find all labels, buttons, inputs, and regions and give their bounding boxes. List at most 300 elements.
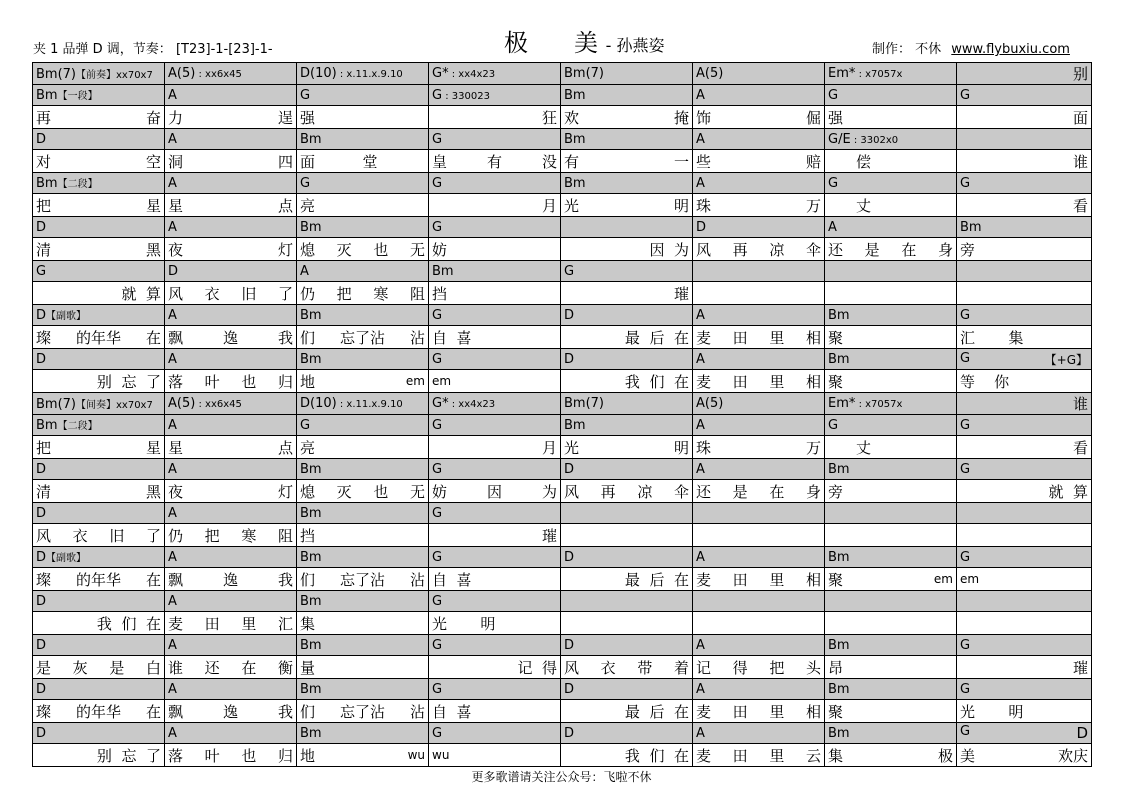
chord-row: [33, 459, 1092, 480]
lyric-row: [33, 480, 1092, 503]
lyric-cell: [693, 326, 825, 349]
chord-name: A(5): [168, 66, 196, 81]
lyric-cell: [33, 656, 165, 679]
chord-cell: [561, 635, 693, 656]
chord-cell: [957, 85, 1092, 106]
lyric-text: 面: [1072, 108, 1088, 127]
chord-name: D: [36, 725, 47, 741]
chord-name: D: [168, 263, 179, 279]
chord-cell: [297, 63, 429, 85]
lyric-text: 我: [277, 328, 293, 347]
lyric-text: 灯: [277, 240, 293, 259]
lyric-cell: [429, 568, 561, 591]
chord-cell: [693, 547, 825, 568]
chord-name: Bm: [432, 263, 454, 279]
chord-cell: [957, 635, 1092, 656]
lyric-cell: [33, 194, 165, 217]
lyric-cell: [561, 524, 693, 547]
lyric-cell: [693, 700, 825, 723]
lyric-text: 田: [732, 746, 748, 765]
chord-cell: [429, 63, 561, 85]
lyric-text: 赔: [805, 152, 821, 171]
lyric-text: 麦: [696, 570, 712, 589]
chord-cell: [825, 85, 957, 106]
chord-name: D: [36, 351, 47, 367]
lyric-text: wu: [432, 748, 450, 762]
chord-cell: [693, 635, 825, 656]
chord-cell: [825, 261, 957, 282]
lyric-text: 寒: [241, 526, 257, 545]
chord-name: Bm: [300, 549, 322, 565]
lyric-text: 沾: [409, 702, 425, 721]
lyric-text: 相: [805, 328, 821, 347]
lyric-text: 聚: [828, 372, 844, 391]
lyric-text: 是: [732, 482, 748, 501]
chord-name: Em*: [828, 66, 856, 81]
lyric-text: 灰: [72, 658, 88, 677]
lyric-text: 黑: [145, 240, 161, 259]
lyric-cell: [297, 436, 429, 459]
chord-cell: [165, 217, 297, 238]
chord-name: D: [36, 593, 47, 609]
chord-cell: [165, 129, 297, 150]
lyric-text: 妨: [432, 482, 448, 501]
chord-cell-text: 别: [1072, 65, 1088, 83]
chord-name: A: [168, 637, 177, 653]
lyric-row: [33, 106, 1092, 129]
lyric-text: 灯: [277, 482, 293, 501]
chord-cell: [33, 459, 165, 480]
lyric-cell: [33, 568, 165, 591]
lyric-text: 归: [277, 746, 293, 765]
chord-cell: [825, 129, 957, 150]
lyric-text: 也: [241, 372, 257, 391]
chord-cell: [825, 173, 957, 194]
lyric-text: 夜: [168, 482, 184, 501]
lyric-text: 伞: [673, 482, 689, 501]
chord-cell: [561, 305, 693, 326]
lyric-text: 叶: [204, 372, 220, 391]
chord-name: Bm: [564, 175, 586, 191]
chord-name: Bm: [828, 307, 850, 323]
lyric-cell: [957, 612, 1092, 635]
lyric-cell: [561, 326, 693, 349]
chord-name: D: [564, 307, 575, 323]
chord-name: G: [432, 351, 443, 367]
chord-cell: [561, 261, 693, 282]
maker-url-link[interactable]: www.flybuxiu.com: [951, 42, 1070, 57]
lyric-text: 丈: [856, 196, 872, 215]
lyric-cell: [429, 612, 561, 635]
lyric-text: 身: [805, 482, 821, 501]
chord-name: A: [168, 417, 177, 433]
lyric-cell: [825, 326, 957, 349]
lyric-text: 谁: [168, 658, 184, 677]
lyric-cell: [561, 744, 693, 767]
chord-cell: [693, 459, 825, 480]
chord-name: A: [168, 175, 177, 191]
lyric-cell: [429, 370, 561, 393]
chord-cell: [33, 85, 165, 106]
lyric-text: 有: [486, 152, 502, 171]
chord-cell: [165, 173, 297, 194]
lyric-text: 叶: [204, 746, 220, 765]
lyric-text: 也: [241, 746, 257, 765]
chord-row: [33, 393, 1092, 415]
chord-cell: [561, 591, 693, 612]
lyric-text: 还: [828, 240, 844, 259]
chord-row: [33, 217, 1092, 238]
lyric-text: 星: [145, 438, 161, 457]
chord-row: [33, 261, 1092, 282]
chord-name: Bm: [36, 418, 58, 433]
chord-cell: [297, 393, 429, 415]
lyric-text: 挡: [300, 526, 316, 545]
lyric-cell: [429, 282, 561, 305]
chord-cell: [561, 173, 693, 194]
chord-name: A: [696, 351, 705, 367]
chord-name: D: [36, 131, 47, 147]
lyric-cell: [957, 370, 1092, 393]
lyric-cell: [693, 568, 825, 591]
chord-name: Bm: [828, 637, 850, 653]
lyric-cell: [165, 150, 297, 173]
lyric-cell: [429, 150, 561, 173]
lyric-cell: [165, 436, 297, 459]
chord-name: Bm: [300, 307, 322, 323]
lyric-cell: [33, 282, 165, 305]
lyric-cell: [429, 700, 561, 723]
chord-cell: [825, 723, 957, 744]
chord-name: Bm: [300, 593, 322, 609]
lyric-cell: [693, 150, 825, 173]
chord-row: [33, 679, 1092, 700]
lyric-text: 我 们 在: [96, 614, 161, 633]
chord-cell: [33, 217, 165, 238]
section-label: 【前奏】: [76, 69, 116, 81]
lyric-cell: [561, 480, 693, 503]
chord-name: D: [564, 351, 575, 367]
chord-name: A: [168, 461, 177, 477]
lyric-cell: [957, 524, 1092, 547]
chord-voicing: : x.11.x.9.10: [336, 399, 403, 410]
lyric-text: 星: [168, 196, 184, 215]
lyric-cell: [693, 238, 825, 261]
chord-cell: [957, 503, 1092, 524]
chord-cell: [693, 591, 825, 612]
chord-row: [33, 503, 1092, 524]
chord-cell: [693, 261, 825, 282]
lyric-cell: [957, 106, 1092, 129]
chord-cell: [825, 63, 957, 85]
chord-name: Bm: [36, 176, 58, 191]
lyric-cell: [957, 150, 1092, 173]
lyric-text: 再: [732, 240, 748, 259]
chord-name: A: [696, 307, 705, 323]
lyric-cell: [693, 194, 825, 217]
lyric-text: 面: [300, 152, 316, 171]
lyric-text: 集: [300, 614, 316, 633]
lyric-cell: [33, 370, 165, 393]
chord-name: D: [564, 681, 575, 697]
chord-cell: [693, 173, 825, 194]
lyric-text: 田: [732, 328, 748, 347]
lyric-text: 旧: [109, 526, 125, 545]
lyric-text: 就 算: [1048, 482, 1088, 501]
lyric-cell: [825, 524, 957, 547]
chord-cell: [825, 503, 957, 524]
lyric-text: 狂: [541, 108, 557, 127]
chord-cell: [825, 217, 957, 238]
lyric-text: 最 后 在: [624, 570, 689, 589]
lyric-cell: [957, 326, 1092, 349]
lyric-text: 看: [1072, 438, 1088, 457]
lyric-text: em: [933, 572, 953, 586]
lyric-text: 还: [204, 658, 220, 677]
chord-name: Bm: [828, 351, 850, 367]
section-label: 【二段】: [57, 179, 98, 190]
lyric-cell: [33, 150, 165, 173]
lyric-text: 忘了沾: [339, 702, 385, 721]
chord-cell: [429, 217, 561, 238]
lyric-cell: [165, 568, 297, 591]
section-label: 【一段】: [57, 91, 98, 102]
chord-name: D: [36, 461, 47, 477]
section-label: 【二段】: [57, 421, 98, 432]
lyric-text: 皇: [432, 152, 448, 171]
chord-cell: [957, 217, 1092, 238]
chord-name: D: [564, 461, 575, 477]
chord-cell: [429, 261, 561, 282]
lyric-cell: [429, 656, 561, 679]
lyric-text: 对: [36, 152, 52, 171]
chord-name: Bm: [300, 461, 322, 477]
lyric-text: 月: [541, 438, 557, 457]
chord-cell: [297, 415, 429, 436]
lyric-text: 自 喜: [432, 328, 472, 347]
chord-cell: [165, 635, 297, 656]
chord-name: G: [432, 87, 443, 103]
lyric-text: 点: [277, 196, 293, 215]
chord-cell: [297, 635, 429, 656]
chord-cell: [825, 415, 957, 436]
chord-voicing: : xx4x23: [448, 399, 496, 410]
chord-name: G: [432, 505, 443, 521]
lyric-cell: [165, 370, 297, 393]
chord-name: Bm: [300, 505, 322, 521]
lyric-text: 聚: [828, 570, 844, 589]
lyric-text: 飘: [168, 570, 184, 589]
lyric-cell: [561, 700, 693, 723]
chord-cell: [693, 305, 825, 326]
lyric-cell: [429, 436, 561, 459]
chord-cell: [957, 415, 1092, 436]
lyric-cell: [693, 282, 825, 305]
chord-row: [33, 129, 1092, 150]
chord-row: [33, 547, 1092, 568]
lyric-cell: [561, 612, 693, 635]
lyric-cell: [957, 194, 1092, 217]
lyric-text: 落: [168, 372, 184, 391]
lyric-text: 有: [564, 152, 580, 171]
lyric-text: 最 后 在: [624, 702, 689, 721]
lyric-text: 璀: [673, 284, 689, 303]
chord-cell: [33, 393, 165, 415]
chord-name: G: [432, 681, 443, 697]
lyric-text: 因 为: [649, 240, 689, 259]
chord-extra: D: [1076, 724, 1088, 742]
chord-name: D: [36, 637, 47, 653]
lyric-text: 珠: [696, 196, 712, 215]
lyric-text: 还: [696, 482, 712, 501]
chord-name: G: [432, 593, 443, 609]
lyric-cell: [561, 282, 693, 305]
lyric-text: 明: [673, 438, 689, 457]
lyric-text: 珠: [696, 438, 712, 457]
lyric-text: 我 们 在: [624, 746, 689, 765]
lyric-text: 因: [486, 482, 502, 501]
lyric-text: 无: [409, 482, 425, 501]
chord-name: G: [432, 175, 443, 191]
lyric-row: [33, 194, 1092, 217]
chord-cell: [957, 393, 1092, 415]
chord-name: G: [300, 175, 311, 191]
lyric-cell: [165, 612, 297, 635]
chord-cell: [561, 393, 693, 415]
chord-cell: [33, 415, 165, 436]
lyric-row: [33, 524, 1092, 547]
lyric-text: 相: [805, 702, 821, 721]
chord-name: A: [168, 549, 177, 565]
chord-name: Bm: [300, 725, 322, 741]
chord-cell: [693, 349, 825, 370]
chord-cell: [429, 85, 561, 106]
lyric-cell: [165, 480, 297, 503]
section-label: 【副歌】: [46, 553, 87, 564]
chord-name: G: [432, 131, 443, 147]
lyric-cell: [297, 150, 429, 173]
lyric-text: 就 算: [121, 284, 161, 303]
chord-cell: [297, 85, 429, 106]
lyric-text: 黑: [145, 482, 161, 501]
chord-cell: [957, 129, 1092, 150]
chord-name: Em*: [828, 396, 856, 411]
chord-cell: [297, 723, 429, 744]
lyric-text: 云: [805, 746, 821, 765]
chord-extra: 【+G】: [1044, 352, 1088, 367]
lyric-text: 星: [145, 196, 161, 215]
chord-cell: [33, 723, 165, 744]
lyric-text: 聚: [828, 702, 844, 721]
lyric-text: 沾: [409, 570, 425, 589]
lyric-cell: [957, 436, 1092, 459]
lyric-text: 头: [805, 658, 821, 677]
chord-cell: [561, 723, 693, 744]
lyric-text: 地: [300, 746, 316, 765]
lyric-text: 光: [564, 196, 580, 215]
chord-row: [33, 635, 1092, 656]
lyric-text: 仍: [168, 526, 184, 545]
chord-cell: [693, 85, 825, 106]
chord-cell: [297, 217, 429, 238]
lyric-text: 里: [769, 746, 785, 765]
lyric-cell: [825, 150, 957, 173]
chord-row: [33, 63, 1092, 85]
lyric-text: 里: [769, 328, 785, 347]
lyric-text: em: [960, 572, 980, 586]
chord-cell: [165, 679, 297, 700]
lyric-text: 谁: [1072, 152, 1088, 171]
lyric-cell: [165, 282, 297, 305]
chord-cell: [825, 591, 957, 612]
lyric-cell: [825, 194, 957, 217]
lyric-text: 光 明: [432, 614, 496, 633]
chord-name: G: [828, 87, 839, 103]
lyric-text: 最 后 在: [624, 328, 689, 347]
lyric-text: 也: [373, 240, 389, 259]
lyric-text: 集: [828, 746, 844, 765]
lyric-text: 是: [864, 240, 880, 259]
chord-name: G: [432, 461, 443, 477]
chord-cell: [33, 305, 165, 326]
lyric-text: 得: [732, 658, 748, 677]
lyric-text: 洞: [168, 152, 184, 171]
chord-name: Bm(7): [564, 66, 604, 81]
lyric-text: 里: [769, 372, 785, 391]
chord-name: A(5): [696, 66, 724, 81]
chord-cell: [297, 349, 429, 370]
lyric-text: 在: [145, 328, 161, 347]
lyric-text: 旁: [828, 482, 844, 501]
lyric-cell: [429, 194, 561, 217]
chord-voicing: xx70x7: [116, 399, 153, 411]
lyric-cell: [297, 326, 429, 349]
chord-name: Bm: [828, 461, 850, 477]
lyric-text: 清: [36, 482, 52, 501]
lyric-row: [33, 656, 1092, 679]
lyric-text: 凉: [637, 482, 653, 501]
lyric-text: 的年华: [75, 570, 121, 589]
lyric-text: 飘: [168, 328, 184, 347]
chord-cell: [561, 85, 693, 106]
lyric-text: 堂: [362, 152, 378, 171]
chord-cell: [33, 547, 165, 568]
chord-cell: [825, 393, 957, 415]
lyric-text: 明: [673, 196, 689, 215]
chord-name: G: [960, 307, 971, 323]
lyric-cell: [825, 370, 957, 393]
title-char-2: 美: [574, 29, 598, 57]
lyric-text: 了: [145, 526, 161, 545]
lyric-text: 挡: [432, 284, 448, 303]
lyric-text: 万: [805, 196, 821, 215]
lyric-cell: [33, 326, 165, 349]
chord-name: Bm: [564, 131, 586, 147]
lyric-text: 灭: [336, 482, 352, 501]
lyric-text: 伞: [805, 240, 821, 259]
lyric-text: 是: [109, 658, 125, 677]
chord-cell: [33, 349, 165, 370]
chord-voicing: : 330023: [442, 90, 490, 102]
chord-name: A: [828, 219, 837, 235]
lyric-text: wu: [407, 748, 425, 762]
lyric-cell: [165, 744, 297, 767]
chord-cell: [693, 679, 825, 700]
lyric-text: 别 忘 了: [96, 372, 161, 391]
lyric-cell: [33, 436, 165, 459]
lyric-text: 衣: [600, 658, 616, 677]
lyric-text: 汇 集: [960, 328, 1024, 347]
